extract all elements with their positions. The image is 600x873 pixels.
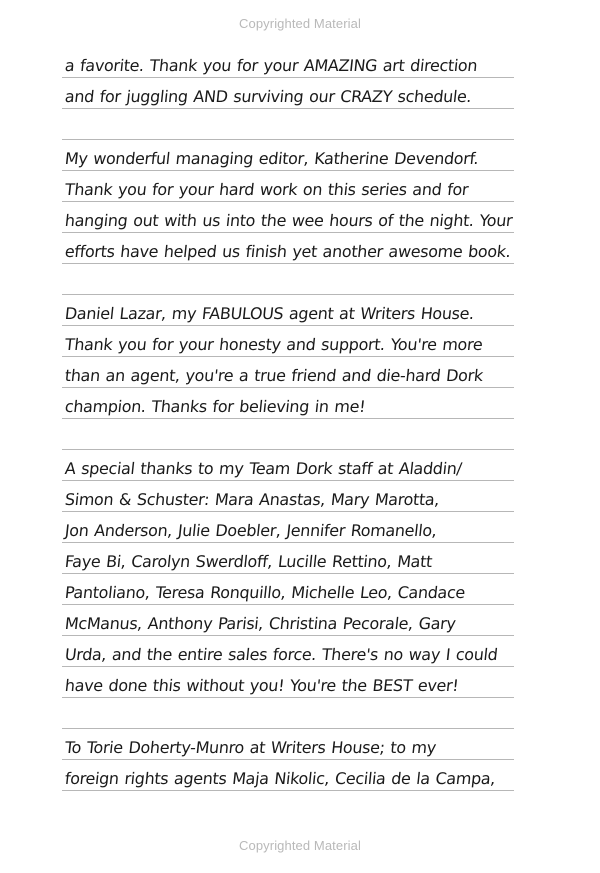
line-text: champion. Thanks for believing in me!: [64, 397, 367, 416]
copyright-watermark-bottom: Copyrighted Material: [239, 838, 361, 853]
blank-ruled-line: [62, 264, 514, 295]
text-line: [62, 729, 514, 760]
blank-ruled-line: [62, 419, 514, 450]
line-text: Urda, and the entire sales force. There's no way I could: [64, 645, 499, 664]
line-text: efforts have helped us finish yet another awesome book.: [64, 242, 512, 261]
text-line: [62, 357, 514, 388]
text-line: [62, 171, 514, 202]
text-line: [62, 295, 514, 326]
line-text: a favorite. Thank you for your AMAZING art direction: [64, 56, 479, 75]
line-text: Thank you for your hard work on this series and for: [64, 180, 470, 199]
text-line: [62, 450, 514, 481]
line-text: Jon Anderson, Julie Doebler, Jennifer Romanello,: [64, 521, 438, 540]
line-text: have done this without you! You're the BEST ever!: [64, 676, 460, 695]
line-text: Thank you for your honesty and support. You're more: [64, 335, 484, 354]
line-text: than an agent, you're a true friend and die-hard Dork: [64, 366, 484, 385]
text-line: [62, 574, 514, 605]
text-line: [62, 605, 514, 636]
ruled-page: [62, 47, 514, 791]
text-line: [62, 326, 514, 357]
text-line: [62, 636, 514, 667]
line-text: McManus, Anthony Parisi, Christina Pecorale, Gary: [64, 614, 457, 633]
text-line: [62, 78, 514, 109]
text-line: [62, 140, 514, 171]
text-line: [62, 667, 514, 698]
line-text: A special thanks to my Team Dork staff at Aladdin/: [64, 459, 463, 478]
blank-ruled-line: [62, 698, 514, 729]
text-line: [62, 388, 514, 419]
line-text: hanging out with us into the wee hours of the night. Your: [64, 211, 514, 230]
line-text: and for juggling AND surviving our CRAZY schedule.: [64, 87, 473, 106]
text-line: [62, 47, 514, 78]
text-line: [62, 233, 514, 264]
line-text: Faye Bi, Carolyn Swerdloff, Lucille Rettino, Matt: [64, 552, 434, 571]
text-line: [62, 760, 514, 791]
text-line: [62, 543, 514, 574]
copyright-watermark-top: Copyrighted Material: [239, 16, 361, 31]
text-line: [62, 481, 514, 512]
line-text: My wonderful managing editor, Katherine Devendorf.: [64, 149, 480, 168]
line-text: Daniel Lazar, my FABULOUS agent at Writers House.: [64, 304, 475, 323]
line-text: Pantoliano, Teresa Ronquillo, Michelle Leo, Candace: [64, 583, 467, 602]
text-line: [62, 512, 514, 543]
line-text: To Torie Doherty-Munro at Writers House; to my: [64, 738, 437, 757]
line-text: Simon & Schuster: Mara Anastas, Mary Marotta,: [64, 490, 441, 509]
text-line: [62, 202, 514, 233]
line-text: foreign rights agents Maja Nikolic, Cecilia de la Campa,: [64, 769, 497, 788]
blank-ruled-line: [62, 109, 514, 140]
